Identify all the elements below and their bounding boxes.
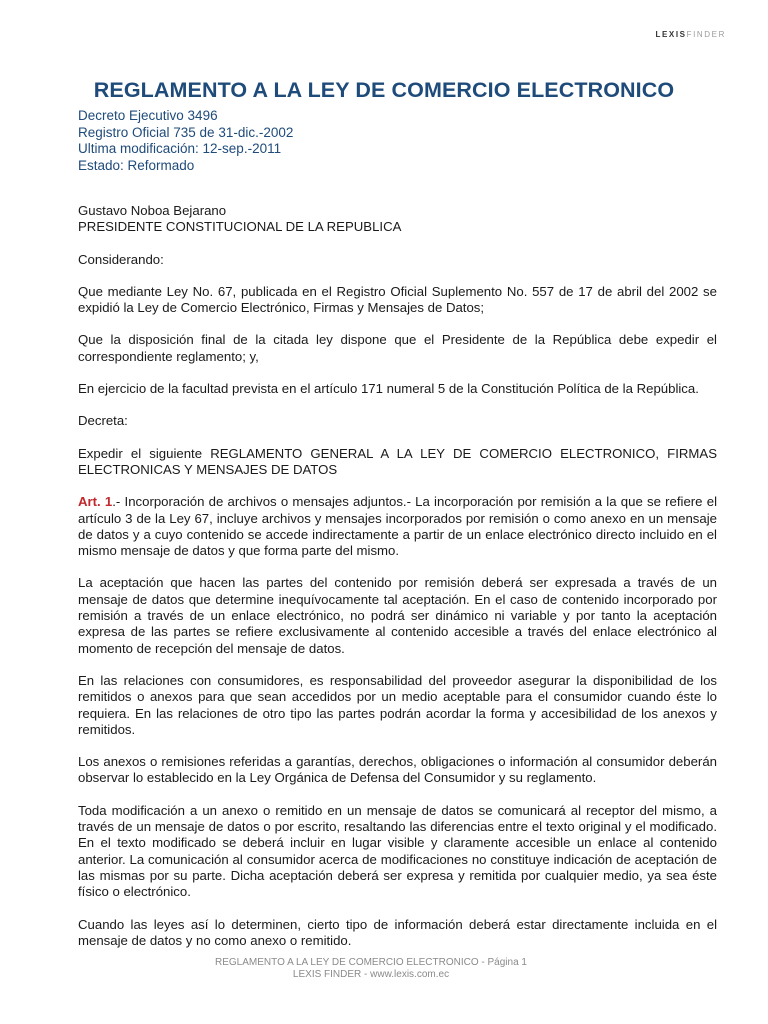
article-text: .- Incorporación de archivos o mensajes adjuntos.- La incorporación por remisión a la que se refiere el artículo 3 de la Ley 67, incluye archivos y mensajes incorporados por remisión o como anexo en un mensaje de datos y a cuyo contenido se accede indirectamente a partir de un enlace electrónico directo incluido en el mismo mensaje de datos y que forma parte del mismo. [78, 494, 717, 559]
document-body [78, 203, 717, 965]
paragraph: Los anexos o remisiones referidas a garantías, derechos, obligaciones o información al consumidor deberán observar lo establecido en la Ley Orgánica de Defensa del Consumidor y su reglamento. [78, 754, 717, 786]
article-label: Art. 1 [78, 494, 113, 510]
document-title: REGLAMENTO A LA LEY DE COMERCIO ELECTRONICO [93, 78, 675, 102]
logo-part-lexis: LEXIS [655, 30, 687, 39]
page-footer [0, 957, 742, 981]
last-modification: Ultima modificación: 12-sep.-2011 [78, 141, 282, 156]
document-metadata [78, 108, 293, 174]
official-registry: Registro Oficial 735 de 31-dic.-2002 [78, 124, 294, 140]
paragraph: En las relaciones con consumidores, es responsabilidad del proveedor asegurar la disponibilidad de los remitidos o anexos para que sean accedidos por un medio aceptable para el consumidor cuando éste lo requiera. En las relaciones de otro tipo las partes podrán acordar la forma y accesibilidad de los anexos y remitidos. [78, 672, 717, 737]
author-title: PRESIDENTE CONSTITUCIONAL DE LA REPUBLICA [78, 219, 402, 235]
paragraph: Que la disposición final de la citada ley dispone que el Presidente de la República debe expedir el correspondiente reglamento; y, [78, 332, 717, 364]
lexis-finder-logo [655, 30, 726, 39]
footer-page-label: REGLAMENTO A LA LEY DE COMERCIO ELECTRONICO - Página 1 [215, 957, 527, 968]
paragraph: En ejercicio de la facultad prevista en el artículo 171 numeral 5 de la Constitución Política de la República. [78, 381, 699, 397]
decreta-heading: Decreta: [78, 413, 128, 429]
paragraph: Expedir el siguiente REGLAMENTO GENERAL A LA LEY DE COMERCIO ELECTRONICO, FIRMAS ELECTRONICAS Y MENSAJES DE DATOS [78, 445, 717, 477]
paragraph: Cuando las leyes así lo determinen, cierto tipo de información deberá estar directamente incluida en el mensaje de datos y no como anexo o remitido. [78, 916, 717, 948]
author-name: Gustavo Noboa Bejarano [78, 203, 227, 218]
footer-website: LEXIS FINDER - www.lexis.com.ec [292, 969, 450, 980]
paragraph: Toda modificación a un anexo o remitido en un mensaje de datos se comunicará al receptor del mismo, a través de un mensaje de datos o por escrito, resaltando las diferencias entre el texto original y el modificado. En el texto modificado se deberá incluir en lugar visible y claramente accesible un enlace al contenido anterior. La comunicación al consumidor acerca de modificaciones no constituye indicación de aceptación de las mismas por su parte. Dicha aceptación deberá ser expresa y remitida por cualquier medio, ya sea éste físico o electrónico. [78, 802, 717, 900]
paragraph: La aceptación que hacen las partes del contenido por remisión deberá ser expresada a través de un mensaje de datos que determine inequívocamente tal aceptación. En el caso de contenido incorporado por remisión a través de un enlace electrónico, no podrá ser dinámico ni variable y por tanto la aceptación expresa de las partes se refiere exclusivamente al contenido accesible a través del enlace electrónico al momento de recepción del mensaje de datos. [78, 575, 717, 656]
logo-part-finder: FINDER [686, 30, 726, 39]
article-1 [78, 494, 717, 559]
considerando-heading: Considerando: [78, 251, 164, 267]
document-status: Estado: Reformado [78, 157, 195, 173]
paragraph: Que mediante Ley No. 67, publicada en el Registro Oficial Suplemento No. 557 de 17 de abril del 2002 se expidió la Ley de Comercio Electrónico, Firmas y Mensajes de Datos; [78, 283, 717, 316]
decree-number: Decreto Ejecutivo 3496 [78, 108, 218, 123]
